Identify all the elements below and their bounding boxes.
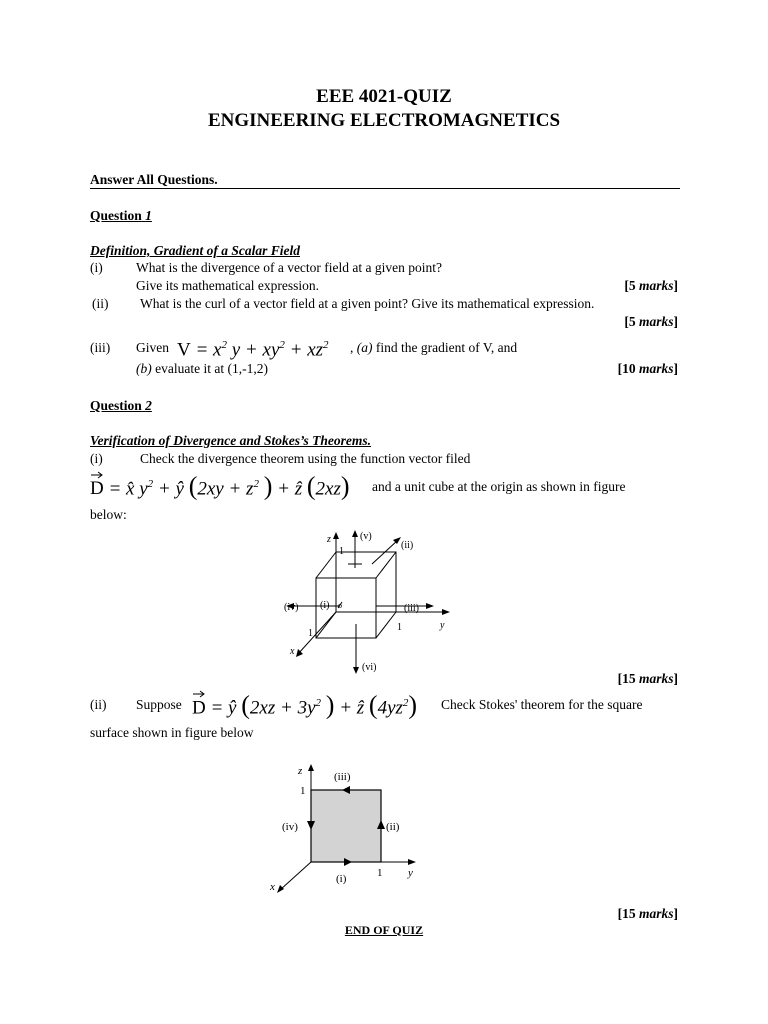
vector-arrow-icon-2 [192,689,206,699]
q1-iii-part-a: , (a) find the gradient of V, and [350,340,518,355]
q2-ii-equation: D = ŷ ($2xz + 3y^2$ ) + ẑ $(4yz^2)$ [192,690,418,720]
q2-ii-line2: surface shown in figure below [90,725,254,740]
cube-axis-y: y [440,620,445,631]
cube-face-vi: (vi) [362,662,377,673]
square-side-iv: (iv) [282,821,298,833]
unit-cube-figure [280,528,460,676]
square-tick-y: 1 [377,867,383,879]
q1-iii-a-label: (a) [356,340,373,355]
q2-i-text: Check the divergence theorem using the function vector filed [140,451,471,466]
cube-face-iii: (iii) [404,603,419,614]
question-2-section: Verification of Divergence and Stokes’s Theorems. [90,433,371,448]
square-axis-x: x [270,881,275,893]
question-2-word: Question [90,398,142,413]
q2-i-marks: [15 marks] [617,671,678,686]
vector-arrow-icon [90,470,104,480]
square-surface-figure [262,760,442,898]
title-line-2: ENGINEERING ELECTROMAGNETICS [207,110,561,131]
q1-iii-part-b: (b) evaluate it at (1,-1,2) [136,361,268,376]
q1-i-label: (i) [90,260,103,275]
question-2-number: 2 [145,398,152,413]
q2-ii-suppose: Suppose [136,697,182,712]
q2-i-below: below: [90,507,127,522]
cube-tick-z: 1 [339,546,344,557]
end-of-quiz: END OF QUIZ [344,923,424,937]
question-1-heading [90,208,152,224]
q2-i-after-equation: and a unit cube at the origin as shown in figure [372,479,626,494]
q1-iii-equation: $V = x^2$ $y + xy^2 + xz^2$ [177,339,329,361]
q1-ii-label: (ii) [92,296,109,311]
square-side-i: (i) [336,873,347,885]
cube-face-iv: (iv) [284,602,299,613]
q2-ii-label: (ii) [90,697,107,712]
square-side-ii: (ii) [386,821,400,833]
square-axis-y: y [408,867,413,879]
question-2-heading [90,398,152,414]
q1-i-line2: Give its mathematical expression. [136,278,319,293]
question-1-word: Question [90,208,142,223]
cube-face-ii: (ii) [401,540,414,551]
q1-i-line1: What is the divergence of a vector field at a given point? [136,260,443,275]
q1-iii-marks: [10 marks] [617,361,678,376]
q1-ii-marks: [5 marks] [624,314,678,329]
q1-ii-text: What is the curl of a vector field at a given point? Give its mathematical expression. [140,296,595,311]
header-rule [90,188,680,189]
square-side-iii: (iii) [334,771,351,783]
q1-iii-b-label: (b) [136,361,152,376]
cube-axis-z: z [327,534,331,545]
cube-axis-x: x [290,646,295,657]
square-tick-z: 1 [300,785,306,797]
cube-tick-x: 1 [308,628,313,639]
q2-i-equation: D = x̂ $y^2$ + ŷ ($2xy + z^2$ ) + ẑ (2xz) [90,471,350,501]
cube-tick-y: 1 [397,622,402,633]
q1-iii-label: (iii) [90,340,111,355]
cube-face-v: (v) [360,531,372,542]
question-1-section: Definition, Gradient of a Scalar Field [90,243,301,258]
title-line-1: EEE 4021-QUIZ [316,86,452,107]
q1-i-marks: [5 marks] [624,278,678,293]
q2-ii-marks: [15 marks] [617,906,678,921]
cube-origin: o [338,601,342,610]
q2-ii-after-equation: Check Stokes' theorem for the square [441,697,643,712]
cube-face-i: (i) [320,600,330,611]
square-axis-z: z [298,765,303,777]
question-1-number: 1 [145,208,152,223]
instructions: Answer All Questions. [90,172,218,187]
q2-i-label: (i) [90,451,103,466]
square-surface [311,790,381,862]
q1-iii-given: Given [136,340,169,355]
